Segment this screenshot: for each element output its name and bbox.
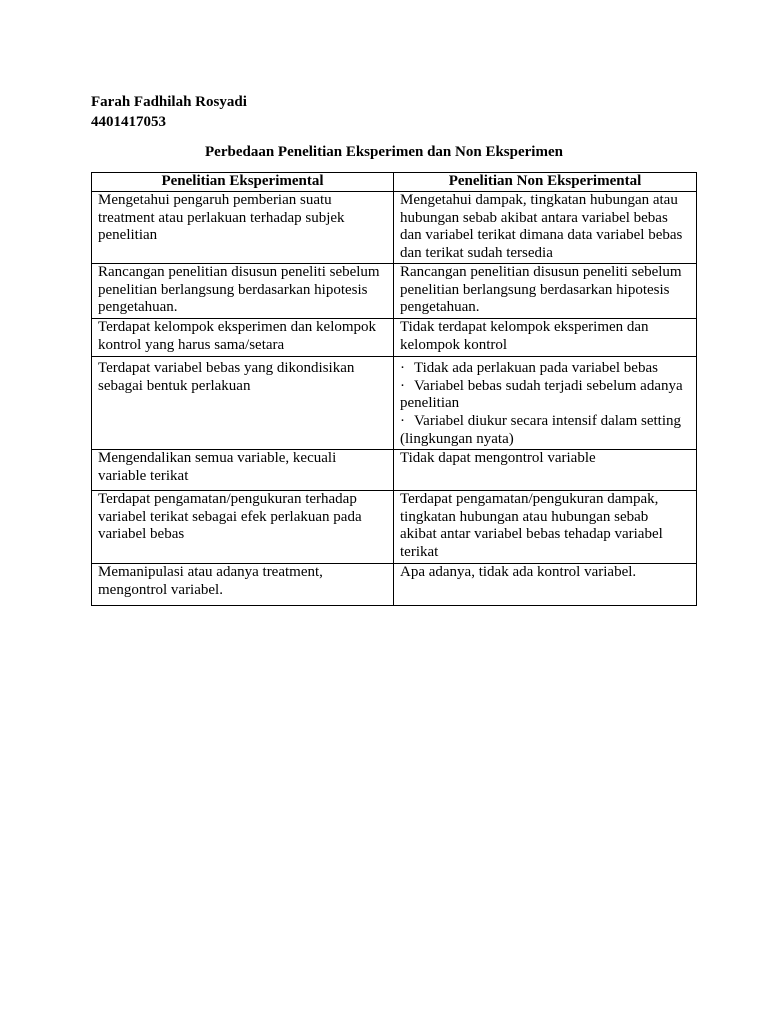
table-row	[92, 563, 697, 605]
cell-experimental	[92, 356, 394, 449]
bullet-text: Variabel diukur secara intensif dalam setting (lingkungan nyata)	[400, 413, 681, 447]
bullet-item	[400, 360, 694, 378]
cell-text: Tidak terdapat kelompok eksperimen dan kelompok kontrol	[400, 318, 649, 353]
bullet-text: Variabel bebas sudah terjadi sebelum adanya penelitian	[400, 377, 683, 412]
cell-experimental	[92, 449, 394, 490]
author-name: Farah Fadhilah Rosyadi	[91, 94, 247, 110]
cell-text: Rancangan penelitian disusun peneliti sebelum penelitian berlangsung berdasarkan hipotesis pengetahuan.	[98, 263, 380, 316]
column-header-experimental: Penelitian Eksperimental	[92, 173, 394, 192]
table-row	[92, 191, 697, 263]
cell-non-experimental	[394, 356, 697, 449]
cell-non-experimental	[394, 563, 697, 605]
table-row	[92, 263, 697, 318]
cell-text: Terdapat pengamatan/pengukuran terhadap variabel terikat sebagai efek perlakuan pada variabel bebas	[98, 490, 362, 543]
cell-text: Apa adanya, tidak ada kontrol variabel.	[400, 563, 637, 580]
bullet-marker: ·	[400, 413, 405, 429]
cell-non-experimental	[394, 191, 697, 263]
column-header-non-experimental: Penelitian Non Eksperimental	[394, 173, 697, 192]
comparison-table	[91, 172, 697, 606]
cell-non-experimental	[394, 490, 697, 563]
cell-experimental	[92, 490, 394, 563]
table-row	[92, 449, 697, 490]
table-row	[92, 318, 697, 356]
cell-experimental	[92, 263, 394, 318]
cell-experimental	[92, 563, 394, 605]
cell-text: Terdapat variabel bebas yang dikondisikan sebagai bentuk perlakuan	[98, 359, 355, 394]
cell-text: Mengetahui pengaruh pemberian suatu treatment atau perlakuan terhadap subjek penelitian	[98, 191, 345, 244]
cell-text: Mengendalikan semua variable, kecuali variable terikat	[98, 449, 337, 484]
bullet-marker: ·	[400, 359, 405, 376]
cell-text: Memanipulasi atau adanya treatment, mengontrol variabel.	[98, 563, 323, 598]
bullet-item	[400, 378, 694, 414]
document-title: Perbedaan Penelitian Eksperimen dan Non Eksperimen	[205, 144, 563, 160]
cell-non-experimental	[394, 318, 697, 356]
table-row	[92, 356, 697, 449]
bullet-item	[400, 413, 694, 449]
cell-text: Mengetahui dampak, tingkatan hubungan atau hubungan sebab akibat antara variabel bebas dan variabel terikat dimana data variabel bebas dan terikat sudah tersedia	[400, 191, 683, 261]
cell-text: Rancangan penelitian disusun peneliti sebelum penelitian berlangsung berdasarkan hipotesis pengetahuan.	[400, 263, 682, 316]
cell-non-experimental	[394, 449, 697, 490]
bullet-marker: ·	[400, 377, 405, 394]
cell-non-experimental	[394, 263, 697, 318]
table-header-row	[92, 173, 697, 192]
cell-experimental	[92, 318, 394, 356]
bullet-text: Tidak ada perlakuan pada variabel bebas	[414, 359, 658, 376]
cell-text: Terdapat pengamatan/pengukuran dampak, tingkatan hubungan atau hubungan sebab akibat antar variabel bebas tehadap variabel terikat	[400, 490, 663, 560]
cell-text: Tidak dapat mengontrol variable	[400, 449, 596, 466]
cell-text: Terdapat kelompok eksperimen dan kelompok kontrol yang harus sama/setara	[98, 318, 377, 353]
student-id: 4401417053	[91, 114, 166, 130]
table-row	[92, 490, 697, 563]
author-block	[91, 92, 247, 132]
cell-experimental	[92, 191, 394, 263]
